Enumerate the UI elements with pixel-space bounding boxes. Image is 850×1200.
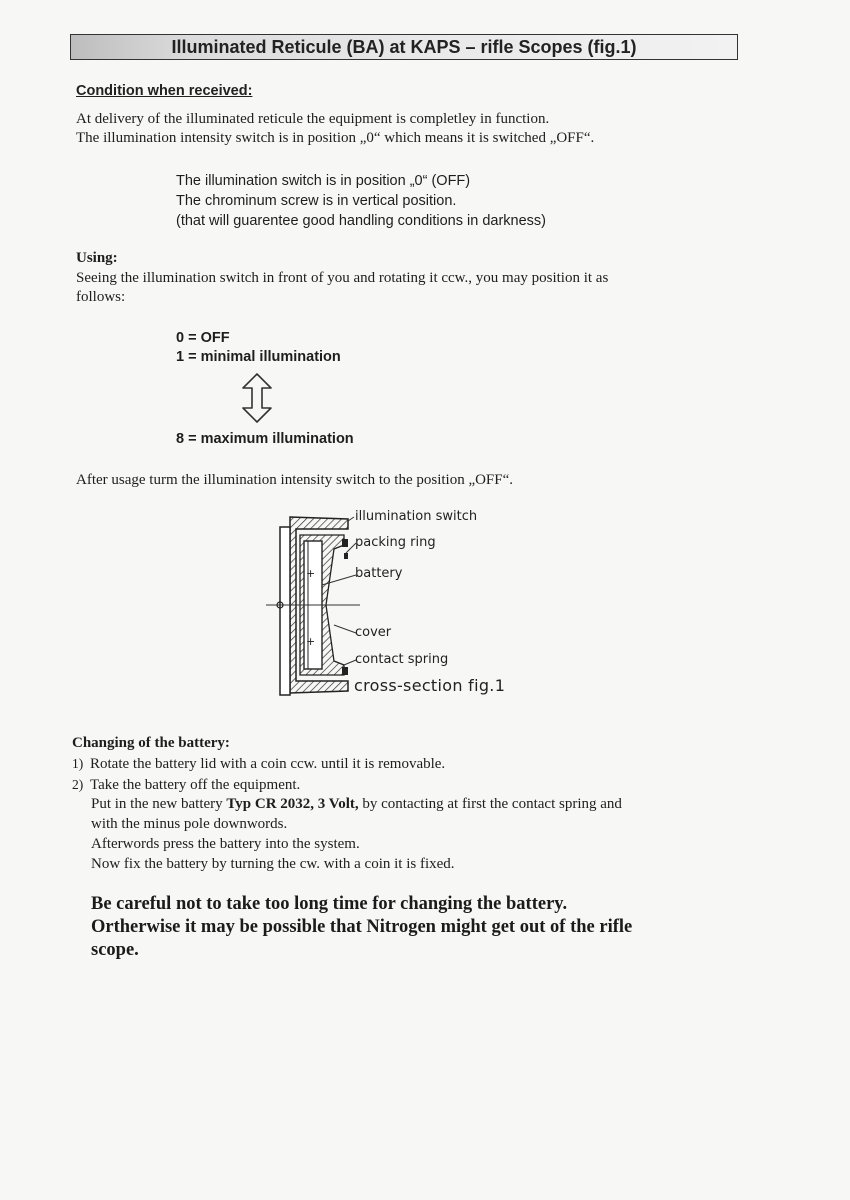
condition-paragraph-line-2: The illumination intensity switch is in position „0“ which means it is switched „OFF“. — [76, 130, 595, 146]
figure-label-contact-spring: contact spring — [355, 652, 449, 667]
battery-step-2-number: 2) — [72, 777, 84, 792]
battery-step-2-text: Take the battery off the equipment. — [90, 777, 301, 793]
page-title: Illuminated Reticule (BA) at KAPS – rifle Scopes (fig.1) — [171, 37, 637, 57]
level-minimal: 1 = minimal illumination — [176, 349, 341, 365]
battery-after-line-2: Now fix the battery by turning the cw. with a coin it is fixed. — [91, 856, 455, 872]
battery-put-text-post: by contacting at first the contact spring and — [358, 796, 622, 812]
level-off: 0 = OFF — [176, 330, 230, 346]
figure-label-cover: cover — [355, 625, 392, 640]
using-paragraph-line-2: follows: — [76, 289, 126, 305]
condition-note-1: The illumination switch is in position „0“ (OFF) — [176, 173, 471, 189]
battery-put-text-pre: Put in the new battery — [91, 796, 227, 812]
figure-label-packing-ring: packing ring — [355, 535, 436, 550]
level-maximum: 8 = maximum illumination — [176, 431, 354, 447]
figure-caption: cross-section fig.1 — [354, 676, 506, 695]
condition-paragraph-line-1: At delivery of the illuminated reticule the equipment is completley in function. — [76, 111, 550, 127]
figure-label-battery: battery — [355, 566, 403, 581]
condition-note-2: The chrominum screw is in vertical position. — [176, 193, 457, 209]
battery-step-2 — [72, 775, 300, 795]
battery-step-1-text: Rotate the battery lid with a coin ccw. until it is removable. — [90, 756, 446, 772]
battery-type: Typ CR 2032, 3 Volt, — [226, 796, 359, 812]
svg-text:+: + — [306, 567, 316, 580]
condition-heading: Condition when received: — [76, 83, 253, 99]
using-heading: Using: — [76, 250, 118, 266]
battery-put-line-1 — [91, 795, 622, 814]
svg-text:+: + — [306, 635, 316, 648]
using-paragraph-line-1: Seeing the illumination switch in front of you and rotating it ccw., you may position it as — [76, 270, 609, 286]
title-banner — [70, 34, 738, 60]
figure-label-illumination-switch: illumination switch — [355, 509, 478, 524]
condition-note-3: (that will guarentee good handling conditions in darkness) — [176, 213, 546, 229]
double-arrow-icon — [240, 372, 274, 424]
cross-section-diagram — [256, 505, 366, 705]
battery-step-1-number: 1) — [72, 756, 84, 771]
battery-put-line-2: with the minus pole downwords. — [91, 816, 288, 832]
warning-line-1: Be careful not to take too long time for changing the battery. — [91, 894, 568, 914]
battery-step-1 — [72, 754, 445, 774]
battery-after-line-1: Afterwords press the battery into the system. — [91, 836, 360, 852]
warning-line-3: scope. — [91, 940, 139, 960]
battery-heading: Changing of the battery: — [72, 735, 230, 751]
after-usage-text: After usage turm the illumination intensity switch to the position „OFF“. — [76, 472, 514, 488]
warning-line-2: Ortherwise it may be possible that Nitrogen might get out of the rifle — [91, 917, 633, 937]
